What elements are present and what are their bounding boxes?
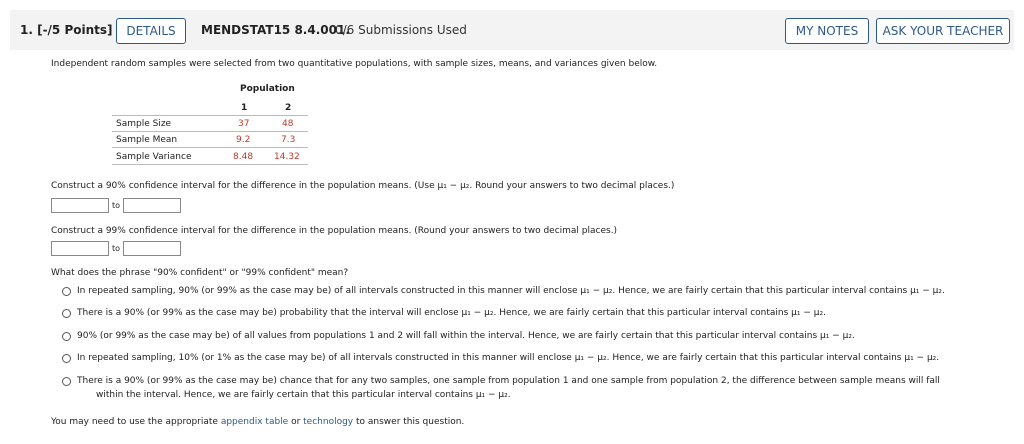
q2-upper-input[interactable]: [123, 241, 181, 256]
q1-prompt: [51, 181, 674, 191]
sample-mean-1: 9.2: [236, 135, 251, 145]
table-divider: [112, 164, 308, 165]
q2-lower-input[interactable]: [51, 241, 109, 256]
option-radio-3[interactable]: [62, 332, 71, 341]
details-button[interactable]: DETAILS: [116, 18, 186, 44]
appendix-table-link[interactable]: appendix table: [220, 417, 289, 427]
intro-text: Independent random samples were selected from two quantitative populations, with sample sizes, means, and variances given below.: [51, 59, 658, 69]
option-text-4: In repeated sampling, 10% (or 1% as the case may be) of all intervals constructed in this manner will enclose μ₁ − μ₂. Hence, we are fairly certain that this particular interval contains μ₁ − μ₂.: [77, 353, 940, 363]
technology-link[interactable]: technology: [303, 417, 354, 427]
option-radio-5[interactable]: [62, 377, 71, 386]
footer-note: [51, 417, 464, 427]
ask-teacher-button[interactable]: ASK YOUR TEACHER: [876, 18, 1010, 44]
q1-prompt-end: . Round your answers to two decimal places.): [469, 181, 675, 191]
option-text-5-line2: within the interval. Hence, we are fairly certain that this particular interval contains μ₁ − μ₂.: [96, 390, 511, 400]
q1-lower-input[interactable]: [51, 198, 109, 213]
footer-text-end: to answer this question.: [353, 417, 465, 427]
option-radio-1[interactable]: [62, 287, 71, 296]
sample-variance-2: 14.32: [274, 152, 300, 162]
row-label-sample-mean: Sample Mean: [116, 135, 178, 145]
option-text-2: There is a 90% (or 99% as the case may be) probability that the interval will enclose μ₁ − μ₂. Hence, we are fairly certain that this particular interval contains μ₁ − μ₂.: [77, 308, 826, 318]
my-notes-button[interactable]: MY NOTES: [785, 18, 869, 44]
option-text-3: 90% (or 99% as the case may be) of all values from populations 1 and 2 will fall within the interval. Hence, we are fairly certain that this particular interval contains μ₁ − μ₂.: [77, 331, 855, 341]
footer-text-mid: or: [288, 417, 304, 427]
question-number: 1. [-/5 Points]: [20, 23, 113, 37]
sample-size-2: 48: [282, 119, 294, 129]
sample-mean-2: 7.3: [281, 135, 296, 145]
option-text-5: There is a 90% (or 99% as the case may be) chance that for any two samples, one sample from population 1 and one sample from population 2, the difference between sample means will fall: [77, 376, 940, 386]
q1-prompt-mu: μ₁ − μ₂: [437, 181, 470, 191]
population-header: Population: [240, 84, 295, 94]
question-header: [10, 10, 1014, 50]
option-radio-2[interactable]: [62, 309, 71, 318]
table-divider: [112, 147, 308, 148]
option-radio-4[interactable]: [62, 354, 71, 363]
q2-prompt: Construct a 99% confidence interval for the difference in the population means. (Round your answers to two decimal places.): [51, 226, 618, 236]
sample-variance-1: 8.48: [233, 152, 254, 162]
problem-code: MENDSTAT15 8.4.001.: [201, 23, 350, 37]
q1-prompt-start: Construct a 90% confidence interval for the difference in the population means. (Use: [51, 181, 438, 191]
sample-size-1: 37: [238, 119, 250, 129]
q2-to-label: to: [112, 244, 121, 253]
q1-to-label: to: [112, 201, 121, 210]
column-header-2: 2: [285, 103, 292, 113]
column-header-1: 1: [241, 103, 248, 113]
row-label-sample-size: Sample Size: [116, 119, 172, 129]
q3-prompt: What does the phrase "90% confident" or "99% confident" mean?: [51, 268, 349, 278]
q1-upper-input[interactable]: [123, 198, 181, 213]
table-divider: [112, 115, 308, 116]
submissions-count: 0/6 Submissions Used: [335, 23, 467, 37]
option-text-1: In repeated sampling, 90% (or 99% as the case may be) of all intervals constructed in this manner will enclose μ₁ − μ₂. Hence, we are fairly certain that this particular interval contains μ₁ − μ₂.: [77, 286, 945, 296]
table-divider: [112, 131, 308, 132]
row-label-sample-variance: Sample Variance: [116, 152, 192, 162]
footer-text-start: You may need to use the appropriate: [51, 417, 221, 427]
